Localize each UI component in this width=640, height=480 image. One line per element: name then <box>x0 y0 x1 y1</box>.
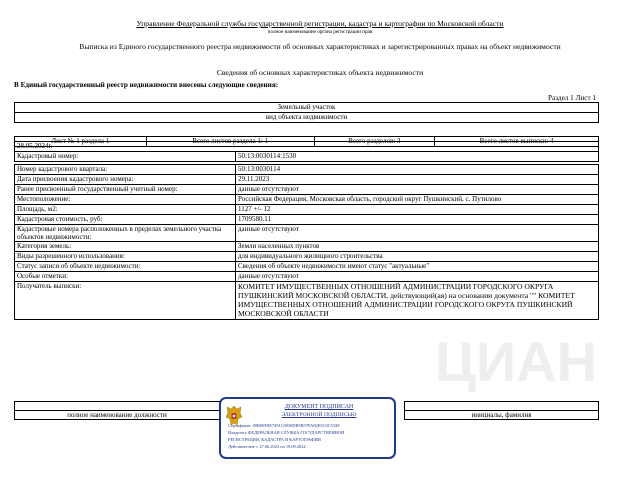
section-intro: В Единый государственный реестр недвижимости внесены следующие сведения: <box>14 81 279 89</box>
stamp-title: ДОКУМЕНТ ПОДПИСАН <box>284 404 354 410</box>
name-caption: инициалы, фамилия <box>405 411 599 420</box>
row-value: для индивидуального жилищного строительства <box>236 252 599 262</box>
row-label: Особые отметки: <box>15 272 236 282</box>
table-row <box>15 215 599 225</box>
row-label: Дата присвоения кадастрового номера: <box>15 175 236 185</box>
table-row <box>15 225 599 242</box>
object-type: Земельный участок <box>15 103 599 113</box>
table-row <box>15 252 599 262</box>
sheet-number: Лист № 1 раздела 1 <box>15 137 147 147</box>
table-row <box>15 185 599 195</box>
row-label: Площадь, м2: <box>15 205 236 215</box>
table-row <box>15 242 599 252</box>
object-type-caption: вид объекта недвижимости <box>15 113 599 123</box>
row-value: Земли населенных пунктов <box>236 242 599 252</box>
row-label: Категория земель: <box>15 242 236 252</box>
cadastral-number-label: Кадастровый номер: <box>15 152 236 162</box>
row-label: Местоположение: <box>15 195 236 205</box>
table-row <box>15 205 599 215</box>
registry-authority-name: Управление Федеральной службы государственной регистрации, кадастра и картографии по Московской области <box>136 19 504 28</box>
characteristics-table <box>14 164 599 320</box>
row-value: Российская Федерация, Московская область, городской округ Пушкинский, с. Путилово <box>236 195 599 205</box>
position-cell <box>15 402 220 411</box>
sections-total: Всего разделов: 3 <box>314 137 434 147</box>
row-value: данные отсутствуют <box>236 272 599 282</box>
sheets-in-section: Всего листов раздела 1: 1 <box>146 137 314 147</box>
recipient-value: КОМИТЕТ ИМУЩЕСТВЕННЫХ ОТНОШЕНИЙ АДМИНИСТРАЦИИ ГОРОДСКОГО ОКРУГА ПУШКИНСКИЙ МОСКОВСКОЙ ОБЛАСТИ, действующий(ая) на основании документа "" КОМИТЕТ ИМУЩЕСТВЕННЫХ ОТНОШЕНИЙ АДМИНИСТРАЦИИ ГОРОДСКОГО ОКРУГА ПУШКИНСКИЙ МОСКОВСКОЙ ОБЛАСТИ <box>236 282 599 319</box>
row-value: 50:13:0030114 <box>236 165 599 175</box>
position-caption: полное наименование должности <box>15 411 220 420</box>
authority-caption: полное наименование органа регистрации прав <box>267 29 373 35</box>
table-row <box>15 272 599 282</box>
extract-sheets-total: Всего листов выписки: 4 <box>435 137 599 147</box>
table-row <box>15 282 599 319</box>
cadastral-number-value: 50:13:0030114:1530 <box>236 152 599 162</box>
row-value: данные отсутствуют <box>236 225 599 242</box>
section-title: Сведения об основных характеристиках объекта недвижимости <box>216 68 424 77</box>
table-row <box>15 262 599 272</box>
watermark: ЦИАН <box>435 330 598 393</box>
row-label: Номер кадастрового квартала: <box>15 165 236 175</box>
name-cell <box>405 402 599 411</box>
row-value: Сведения об объекте недвижимости имеют статус "актуальные" <box>236 262 599 272</box>
row-label: Ранее присвоенный государственный учетный номер: <box>15 185 236 195</box>
stamp-certificate: Сертификат: 00B00E9E7491C0938DB5B37FA82E5C0C5338 <box>228 424 340 428</box>
table-row <box>15 195 599 205</box>
header-spacer <box>15 123 599 137</box>
row-value: 29.11.2023 <box>236 175 599 185</box>
date-cadastral-table <box>14 141 599 162</box>
row-value: данные отсутствуют <box>236 185 599 195</box>
stamp-validity: Действителен: с 27.06.2023 по 19.09.2024 <box>228 445 306 449</box>
document-title: Выписка из Единого государственного реестра недвижимости об основных характеристиках и зарегистрированных правах на объект недвижимости <box>79 42 561 51</box>
table-row <box>15 165 599 175</box>
table-row <box>15 175 599 185</box>
row-value: 1127 +/- 12 <box>236 205 599 215</box>
electronic-signature-stamp <box>219 397 396 459</box>
row-value: 1709580.11 <box>236 215 599 225</box>
row-label: Получатель выписки: <box>15 282 236 319</box>
stamp-subtitle: ЭЛЕКТРОННОЙ ПОДПИСЬЮ <box>281 412 357 418</box>
row-label: Кадастровые номера расположенных в пределах земельного участка объектов недвижимости: <box>15 225 236 242</box>
stamp-owner: Владелец: ФЕДЕРАЛЬНАЯ СЛУЖБА ГОСУДАРСТВЕННОЙ <box>228 431 345 435</box>
stamp-owner-continued: РЕГИСТРАЦИИ, КАДАСТРА И КАРТОГРАФИИ <box>228 438 321 442</box>
section-number: Раздел 1 Лист 1 <box>548 94 596 102</box>
row-label: Кадастровая стоимость, руб: <box>15 215 236 225</box>
row-label: Статус записи об объекте недвижимости: <box>15 262 236 272</box>
extract-date: 28.05.2024г. <box>15 142 599 152</box>
row-label: Виды разрешенного использования: <box>15 252 236 262</box>
